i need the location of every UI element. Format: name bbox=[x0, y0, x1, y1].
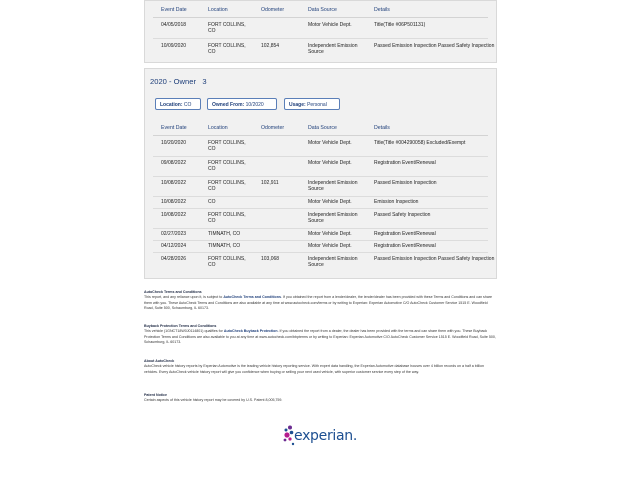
patent-heading: Patent Notice bbox=[144, 393, 167, 397]
location-label: Location: bbox=[160, 102, 183, 108]
autocheck-terms-text-1: This report, and any reliance upon it, is subject to bbox=[144, 295, 223, 300]
row-date: 04/05/2018 bbox=[161, 22, 187, 28]
buyback-terms-body bbox=[144, 329, 496, 345]
row-source: Independent Emission Source bbox=[308, 212, 358, 225]
row-source: Motor Vehicle Dept. bbox=[308, 199, 352, 205]
row-details: Passed Emission Inspection Passed Safety Inspection bbox=[374, 256, 495, 262]
row-date: 10/09/2020 bbox=[161, 43, 187, 49]
row-details: Emission Inspection bbox=[374, 199, 419, 205]
header-details: Details bbox=[374, 125, 390, 131]
header-location: Location bbox=[208, 7, 228, 13]
about-body: AutoCheck vehicle history reports by Experian Automotive is the leading vehicle history reporting service. With expert data handling, the Experian Automotive database houses over 4 billion records on a half a billion vehicles. Every AutoCheck vehicle history report will give you confidence when buying or selling your next used vehicle, with superior customer service every step of the way. bbox=[144, 364, 484, 374]
row-date: 10/08/2022 bbox=[161, 199, 187, 205]
autocheck-terms-body bbox=[144, 295, 496, 311]
row-date: 09/08/2022 bbox=[161, 160, 187, 166]
row-details: Registration Event/Renewal bbox=[374, 231, 436, 237]
usage-value: Personal bbox=[307, 102, 327, 108]
table-header bbox=[153, 125, 488, 136]
usage-label: Usage: bbox=[289, 102, 306, 108]
row-location: TIMNATH, CO bbox=[208, 231, 241, 237]
experian-logo-text: experian. bbox=[294, 428, 358, 444]
about-heading: About AutoCheck bbox=[144, 359, 175, 363]
owner-history-card-previous bbox=[144, 0, 497, 63]
header-data-source: Data Source bbox=[308, 7, 337, 13]
table-row bbox=[153, 253, 495, 272]
autocheck-terms-text-2: . If you obtained the report from a lender/dealer, the lender/dealer has been provided with these Terms and Conditions and can share them with you. These AutoCheck Terms and Conditions are also available at any time at www.autocheck.com/terms or by writing to Experian: Experian Automotive C/O AutoCheck Customer Service 1515 E. Woodfield Road, Suite 500, Schaumburg, IL 60173. bbox=[144, 295, 493, 311]
row-date: 10/08/2022 bbox=[161, 180, 187, 186]
row-source: Independent Emission Source bbox=[308, 43, 358, 56]
row-source: Motor Vehicle Dept. bbox=[308, 160, 352, 166]
row-location: FORT COLLINS, CO bbox=[208, 212, 246, 225]
owned-from-value: 10/2020 bbox=[245, 102, 264, 108]
buyback-text-2: . If you obtained the report from a dealer, the dealer has been provided with the terms and can share them with you. These Buyback Protection Terms and Conditions are also available to you at any time at www.autocheck.com/bbpterms or by writing to Experian: Experian Automotive C/O AutoCheck Customer Service 1515 E. Woodfield Road, Suite 500, Schaumburg, IL 60173. bbox=[144, 329, 496, 345]
table-row bbox=[153, 229, 488, 241]
table-row bbox=[153, 209, 488, 229]
autocheck-terms-heading: AutoCheck Terms and Conditions bbox=[144, 290, 202, 294]
autocheck-terms-section bbox=[144, 290, 496, 312]
row-odometer: 102,854 bbox=[261, 43, 280, 49]
table-row bbox=[153, 19, 488, 39]
table-row bbox=[153, 157, 488, 177]
header-event-date: Event Date bbox=[161, 7, 187, 13]
table-row bbox=[153, 40, 495, 59]
buyback-terms-section bbox=[144, 324, 496, 346]
row-date: 10/08/2022 bbox=[161, 212, 187, 218]
row-location: FORT COLLINS, CO bbox=[208, 180, 246, 193]
row-source: Motor Vehicle Dept. bbox=[308, 231, 352, 237]
header-odometer: Odometer bbox=[261, 7, 285, 13]
table-header bbox=[153, 7, 488, 18]
buyback-protection-link[interactable]: AutoCheck Buyback Protection bbox=[223, 329, 278, 334]
row-details: Title(Title #004290058) Excluded/Exempt bbox=[374, 140, 466, 146]
about-autocheck-section bbox=[144, 359, 496, 375]
owner-usage-pill bbox=[284, 98, 340, 110]
location-value: CO bbox=[183, 102, 192, 108]
row-location: FORT COLLINS, CO bbox=[208, 160, 246, 173]
table-row bbox=[153, 177, 488, 197]
row-source: Motor Vehicle Dept. bbox=[308, 22, 352, 28]
header-event-date: Event Date bbox=[161, 125, 187, 131]
owner-history-card-owner-3 bbox=[144, 68, 497, 279]
row-location: FORT COLLINS, CO bbox=[208, 256, 246, 269]
autocheck-terms-link[interactable]: AutoCheck Terms and Conditions bbox=[223, 295, 281, 300]
row-details: Registration Event/Renewal bbox=[374, 243, 436, 249]
header-odometer: Odometer bbox=[261, 125, 285, 131]
owned-from-label: Owned From: bbox=[212, 102, 245, 108]
row-location: TIMNATH, CO bbox=[208, 243, 241, 249]
owner-title-text: 2020 - Owner bbox=[150, 77, 197, 86]
row-details: Passed Emission Inspection Passed Safety Inspection bbox=[374, 43, 495, 49]
row-date: 04/28/2026 bbox=[161, 256, 187, 262]
buyback-terms-heading: Buyback Protection Terms and Conditions bbox=[144, 324, 217, 328]
header-details: Details bbox=[374, 7, 390, 13]
patent-body: Certain aspects of this vehicle history report may be covered by U.S. Patent 8,005,759. bbox=[144, 398, 283, 403]
header-data-source: Data Source bbox=[308, 125, 337, 131]
row-location: FORT COLLINS, CO bbox=[208, 43, 246, 56]
row-source: Independent Emission Source bbox=[308, 180, 358, 193]
header-location: Location bbox=[208, 125, 228, 131]
patent-notice-section bbox=[144, 393, 496, 404]
table-row bbox=[153, 137, 488, 157]
owner-owned-from-pill bbox=[207, 98, 277, 110]
row-source: Independent Emission Source bbox=[308, 256, 358, 269]
row-details: Title(Title #06P501131) bbox=[374, 22, 426, 28]
row-location: FORT COLLINS, CO bbox=[208, 22, 246, 35]
owner-title bbox=[150, 77, 207, 86]
row-odometer: 103,068 bbox=[261, 256, 280, 262]
row-date: 02/27/2023 bbox=[161, 231, 187, 237]
row-details: Registration Event/Renewal bbox=[374, 160, 436, 166]
row-details: Passed Safety Inspection bbox=[374, 212, 431, 218]
row-date: 10/20/2020 bbox=[161, 140, 187, 146]
row-odometer: 102,911 bbox=[261, 180, 279, 186]
row-source: Motor Vehicle Dept. bbox=[308, 243, 352, 249]
table-row bbox=[153, 197, 488, 209]
owner-location-pill bbox=[155, 98, 201, 110]
row-location: CO bbox=[208, 199, 216, 205]
row-details: Passed Emission Inspection bbox=[374, 180, 437, 186]
owner-number: 3 bbox=[202, 77, 207, 86]
row-location: FORT COLLINS, CO bbox=[208, 140, 246, 153]
buyback-text-1: This vehicle (1GNCT18W0J0114801) qualifies for bbox=[144, 329, 223, 334]
row-date: 04/12/2024 bbox=[161, 243, 187, 249]
row-source: Motor Vehicle Dept. bbox=[308, 140, 352, 146]
table-row bbox=[153, 241, 488, 253]
